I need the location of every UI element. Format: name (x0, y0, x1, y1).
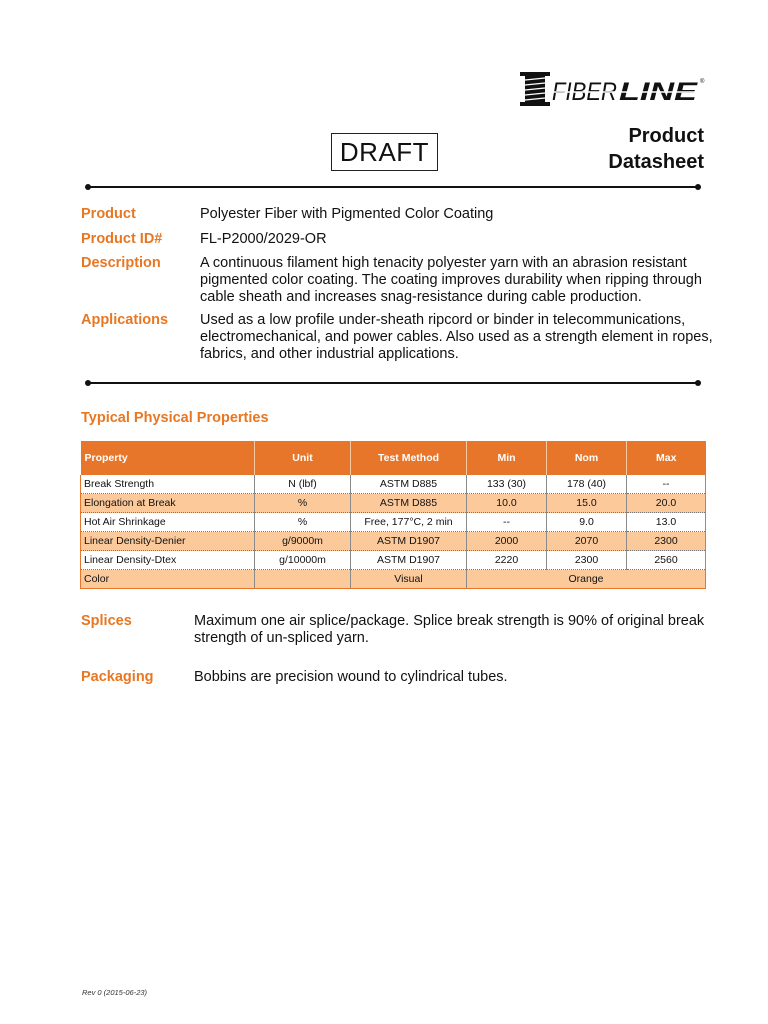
properties-title: Typical Physical Properties (81, 410, 269, 426)
description-line: cable sheath and increases snag-resistance during cable production. (200, 289, 642, 305)
cell-max: 2300 (627, 532, 706, 551)
logo-text-line: LINE (619, 78, 699, 106)
cell-max: 13.0 (627, 513, 706, 532)
cell-property: Break Strength (81, 475, 255, 494)
cell-nom: 9.0 (547, 513, 627, 532)
top-divider (88, 186, 698, 188)
cell-max: 20.0 (627, 494, 706, 513)
cell-max: 2560 (627, 551, 706, 570)
product-id-label: Product ID# (81, 231, 163, 247)
applications-label: Applications (81, 312, 169, 328)
packaging-label: Packaging (81, 669, 154, 685)
col-header-test-method: Test Method (351, 441, 467, 475)
cell-color-value: Orange (467, 570, 706, 589)
cell-property: Hot Air Shrinkage (81, 513, 255, 532)
cell-nom: 2300 (547, 551, 627, 570)
cell-nom: 178 (40) (547, 475, 627, 494)
description-line: pigmented color coating. The coating improves durability when ripping through (200, 272, 702, 288)
cell-min: 133 (30) (467, 475, 547, 494)
col-header-nom: Nom (547, 441, 627, 475)
title-line-1: Product (628, 125, 704, 147)
cell-nom: 2070 (547, 532, 627, 551)
table-header-row (81, 441, 706, 475)
fiberline-logo-mark (519, 66, 709, 108)
cell-test-method: Free, 177°C, 2 min (351, 513, 467, 532)
splices-line: strength of un-spliced yarn. (194, 630, 369, 646)
cell-unit: g/10000m (255, 551, 351, 570)
table-row-color (81, 570, 706, 589)
table-row (81, 532, 706, 551)
cell-test-method: ASTM D885 (351, 475, 467, 494)
cell-nom: 15.0 (547, 494, 627, 513)
splices-text (194, 613, 704, 647)
company-logo (519, 66, 709, 108)
cell-unit (255, 570, 351, 589)
document-title (608, 123, 704, 175)
cell-test-method: ASTM D1907 (351, 551, 467, 570)
table-row (81, 551, 706, 570)
product-value: Polyester Fiber with Pigmented Color Coating (200, 206, 494, 222)
cell-property: Linear Density-Dtex (81, 551, 255, 570)
splices-line: Maximum one air splice/package. Splice break strength is 90% of original break (194, 613, 705, 629)
table-row (81, 475, 706, 494)
cell-test-method: ASTM D1907 (351, 532, 467, 551)
cell-max: -- (627, 475, 706, 494)
logo-text-fiber: FIBER (552, 78, 617, 106)
cell-property: Color (81, 570, 255, 589)
col-header-max: Max (627, 441, 706, 475)
table-row (81, 513, 706, 532)
cell-property: Linear Density-Denier (81, 532, 255, 551)
svg-text:®: ® (700, 79, 705, 85)
cell-min: 2000 (467, 532, 547, 551)
properties-table (80, 441, 706, 589)
middle-divider (88, 382, 698, 384)
col-header-unit: Unit (255, 441, 351, 475)
draft-stamp: DRAFT (331, 133, 438, 171)
cell-unit: % (255, 494, 351, 513)
cell-min: 2220 (467, 551, 547, 570)
product-id-value: FL-P2000/2029-OR (200, 231, 327, 247)
applications-line: electromechanical, and power cables. Also used as a strength element in ropes, (200, 329, 713, 345)
packaging-text: Bobbins are precision wound to cylindrical tubes. (194, 669, 508, 685)
description-text (200, 255, 702, 306)
cell-min: 10.0 (467, 494, 547, 513)
cell-test-method: ASTM D885 (351, 494, 467, 513)
applications-line: fabrics, and other industrial applications. (200, 346, 459, 362)
cell-property: Elongation at Break (81, 494, 255, 513)
cell-unit: N (lbf) (255, 475, 351, 494)
applications-line: Used as a low profile under-sheath ripcord or binder in telecommunications, (200, 312, 686, 328)
cell-unit: g/9000m (255, 532, 351, 551)
description-line: A continuous filament high tenacity polyester yarn with an abrasion resistant (200, 255, 687, 271)
cell-test-method: Visual (351, 570, 467, 589)
revision-footer: Rev 0 (2015-06-23) (82, 988, 148, 997)
title-line-2: Datasheet (608, 151, 704, 173)
col-header-min: Min (467, 441, 547, 475)
cell-unit: % (255, 513, 351, 532)
splices-label: Splices (81, 613, 132, 629)
table-row (81, 494, 706, 513)
product-label: Product (81, 206, 136, 222)
cell-min: -- (467, 513, 547, 532)
applications-text (200, 312, 713, 363)
description-label: Description (81, 255, 161, 271)
col-header-property: Property (81, 441, 255, 475)
